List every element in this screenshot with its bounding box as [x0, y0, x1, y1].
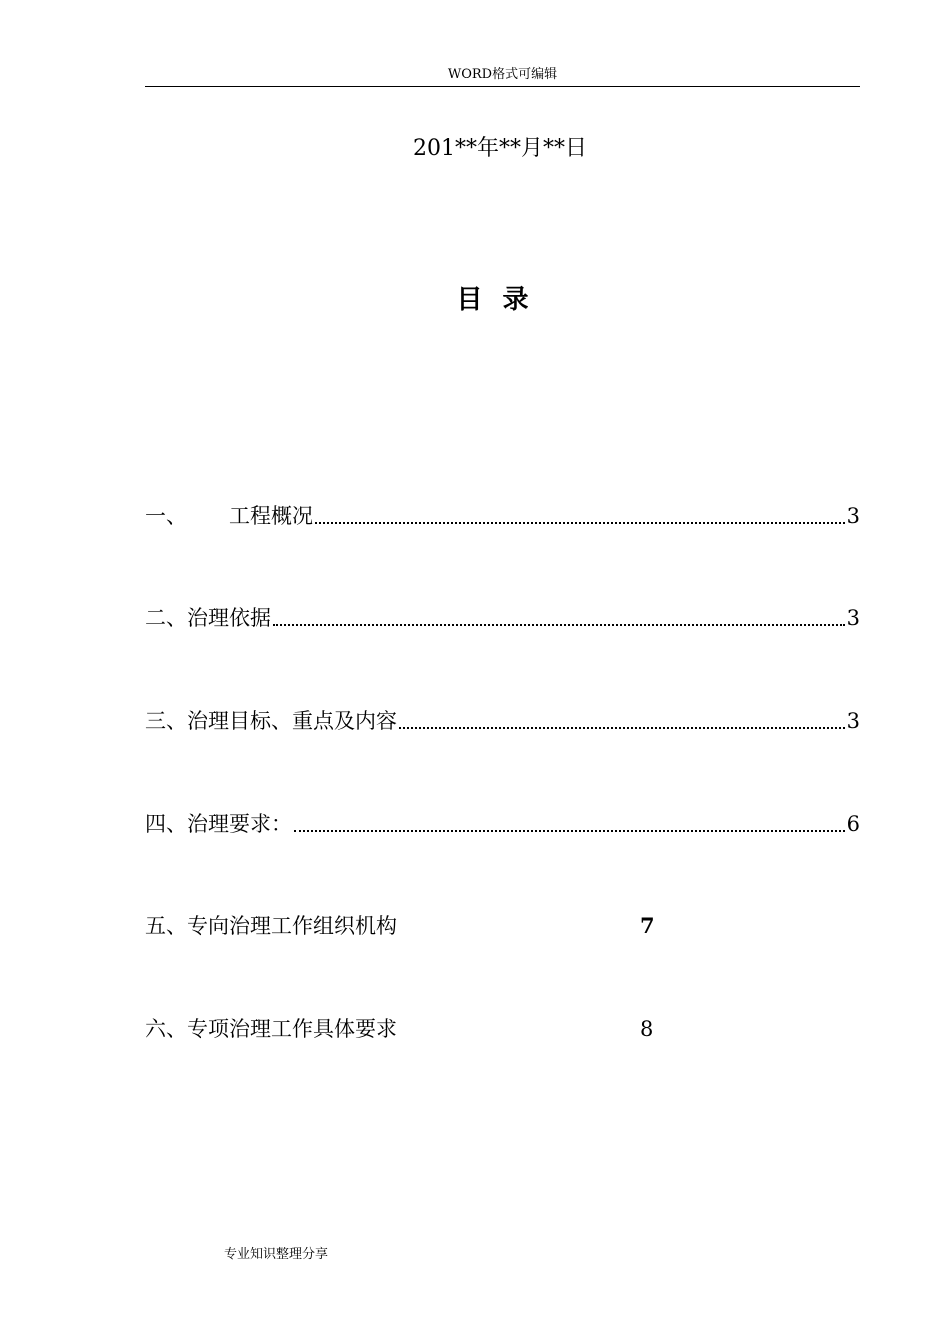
toc-entry-page: 8 [640, 1017, 654, 1041]
toc-entry-number: 六、 [145, 1017, 187, 1041]
header-text: WORD格式可编辑 [447, 67, 558, 82]
toc-entry-5[interactable] [145, 910, 860, 942]
toc-entry-number: 一、 [145, 504, 187, 528]
toc-entry-number: 三、 [145, 709, 187, 733]
toc-entry-label: 治理依据 [187, 606, 271, 630]
page-footer: 专业知识整理分享 [224, 1247, 329, 1262]
toc-entry-label: 治理目标、重点及内容 [187, 709, 397, 733]
toc-entry-2[interactable] [145, 602, 860, 634]
toc-entry-page: 6 [846, 812, 860, 836]
toc-entry-label: 专向治理工作组织机构 [187, 914, 397, 938]
toc-dot-leader [315, 522, 845, 524]
toc-entry-label: 专项治理工作具体要求 [187, 1017, 397, 1041]
toc-entry-label: 治理要求： [187, 812, 292, 836]
toc-dot-leader [294, 830, 845, 832]
toc-entry-page: 3 [846, 504, 860, 528]
toc-entry-4[interactable] [145, 808, 860, 840]
toc-dot-leader [399, 727, 845, 729]
toc-entry-number: 二、 [145, 606, 187, 630]
toc-title: 目录 [456, 285, 549, 315]
toc-entry-page: 3 [846, 709, 860, 733]
toc-entry-3[interactable] [145, 705, 860, 737]
toc-entry-1[interactable] [145, 500, 860, 532]
toc-entry-number: 四、 [145, 812, 187, 836]
toc-dot-leader [273, 624, 845, 626]
document-date: 201**年**月**日 [413, 136, 587, 161]
toc-entry-page: 7 [640, 913, 655, 938]
toc-entry-label: 工程概况 [229, 504, 313, 528]
toc-entry-number: 五、 [145, 914, 187, 938]
page-header [145, 66, 860, 87]
toc-entry-page: 3 [846, 606, 860, 630]
toc-entry-6[interactable] [145, 1013, 860, 1045]
